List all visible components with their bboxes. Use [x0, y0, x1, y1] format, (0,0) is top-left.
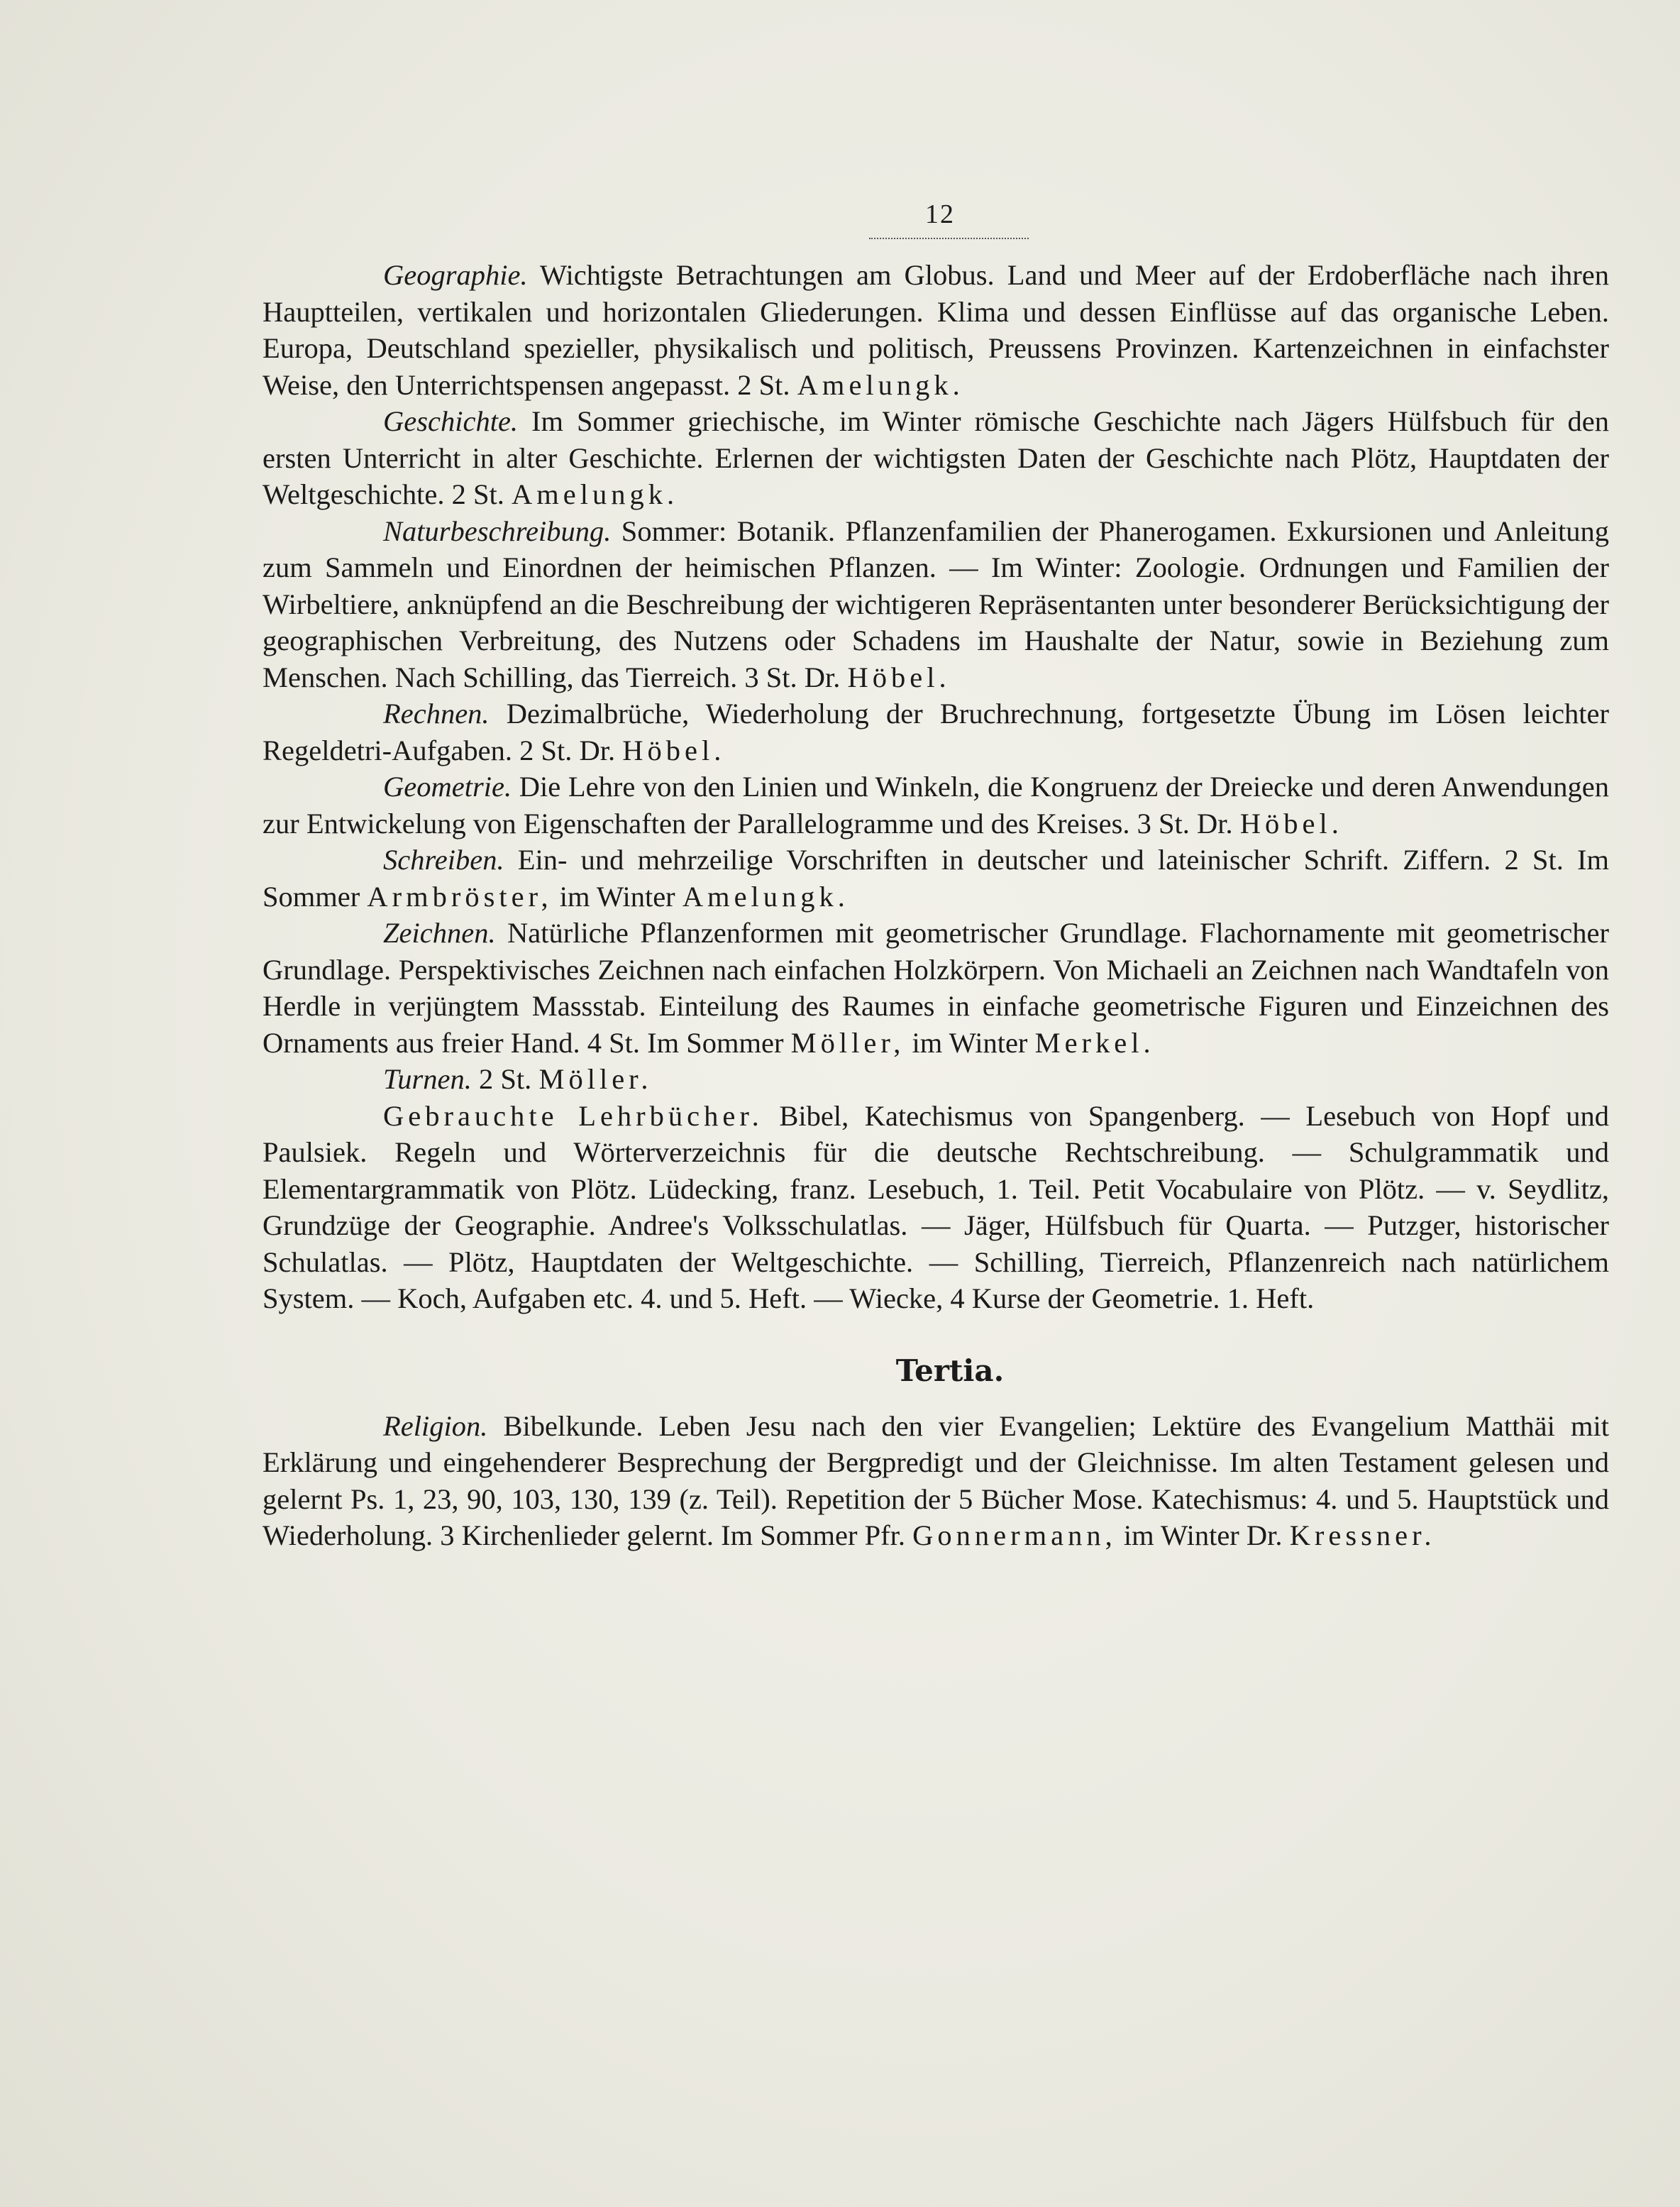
subject-text: im Winter [912, 1026, 1028, 1059]
subject-label: Naturbeschreibung. [383, 514, 612, 547]
teacher-name: Kressner. [1289, 1519, 1436, 1551]
teacher-name: Amelungk. [797, 368, 964, 401]
subject-label: Geographie. [383, 259, 528, 291]
subject-text: im Winter Dr. [1123, 1519, 1283, 1551]
teacher-name: Höbel. [847, 661, 951, 693]
section-schreiben [262, 842, 1609, 915]
teacher-name: Armbröster, [367, 880, 553, 913]
section-lehrbuecher [262, 1098, 1609, 1317]
subject-label: Rechnen. [383, 698, 490, 730]
subject-text: Natürliche Pflanzenformen mit geometrischer Grundlage. Flachornamente mit geometrischer Grundlage. Perspektivisches Zeichnen nach einfachen Holzkörpern. Von Michaeli an Zeichnen nach Wandtafeln von Herdle in verjüngtem Massstab. Einteilung des Raumes in einfache geometrische Figuren und Einzeichnen des Ornaments aus freier Hand. 4 St. Im Sommer [262, 917, 1610, 1059]
subject-label: Zeichnen. [383, 917, 496, 949]
section-geometrie [262, 769, 1609, 842]
teacher-name: Möller. [538, 1063, 653, 1095]
subject-label: Geometrie. [383, 771, 512, 803]
subject-text: im Winter [559, 880, 675, 913]
section-turnen [262, 1061, 1609, 1098]
textbooks-label: Gebrauchte Lehrbücher. [383, 1099, 763, 1132]
section-rechnen [262, 695, 1609, 769]
subject-text: Im Sommer griechische, im Winter römische Geschichte nach Jägers Hülfsbuch für den ersten Unterricht in alter Geschichte. Erlernen der wichtigsten Daten der Geschichte nach Plötz, Hauptdaten der Weltgeschichte. 2 St. [262, 405, 1610, 510]
subject-label: Schreiben. [383, 844, 504, 876]
teacher-name: Amelungk. [682, 880, 849, 913]
subject-text: Die Lehre von den Linien und Winkeln, die Kongruenz der Dreiecke und deren Anwendungen zur Entwickelung von Eigenschaften der Parallelogramme und des Kreises. 3 St. Dr. [262, 771, 1609, 840]
subject-text: Sommer: Botanik. Pflanzenfamilien der Phanerogamen. Exkursionen und Anleitung zum Sammeln und Einordnen der heimischen Pflanzen. — Im Winter: Zoologie. Ordnungen und Familien der Wirbeltiere, anknüpfend an die Beschreibung der wichtigeren Repräsentanten unter besonderer Berücksichtigung der geographischen Verbreitung, des Nutzens oder Schadens im Haushalte der Natur, sowie in Beziehung zum Menschen. Nach Schilling, das Tierreich. 3 St. Dr. [262, 514, 1610, 693]
subject-label: Religion. [383, 1409, 488, 1442]
section-geschichte [262, 403, 1609, 513]
subject-text: Bibelkunde. Leben Jesu nach den vier Evangelien; Lektüre des Evangelium Matthäi mit Erklärung und eingehenderer Besprechung der Bergpredigt und der Gleichnisse. Im alten Testament gelesen und gelernt Ps. 1, 23, 90, 103, 130, 139 (z. Teil). Repetition der 5 Bücher Mose. Katechismus: 4. und 5. Hauptstück und Wiederholung. 3 Kirchenlieder gelernt. Im Sommer Pfr. [262, 1409, 1609, 1551]
section-heading-tertia: Tertia. [895, 1353, 1005, 1388]
teacher-name: Gonnermann, [912, 1519, 1117, 1551]
page-number: 12 [925, 199, 955, 229]
header-rule [869, 238, 1029, 239]
teacher-name: Möller, [790, 1026, 905, 1059]
section-zeichnen [262, 915, 1609, 1061]
section-religion [262, 1408, 1609, 1554]
teacher-name: Höbel. [622, 734, 726, 766]
teacher-name: Merkel. [1034, 1026, 1155, 1059]
subject-text: Ein- und mehrzeilige Vorschriften in deutscher und lateinischer Schrift. Ziffern. 2 St. Im Sommer [262, 844, 1609, 913]
subject-text: 2 St. [479, 1063, 532, 1095]
teacher-name: Amelungk. [512, 478, 679, 510]
subject-text: Wichtigste Betrachtungen am Globus. Land und Meer auf der Erdoberfläche nach ihren Hauptteilen, vertikalen und horizontalen Gliederungen. Klima und dessen Einflüsse auf das organische Leben. Europa, Deutschland spezieller, physikalisch und politisch, Preussens Provinzen. Kartenzeichnen in einfachster Weise, den Unterrichtspensen angepasst. 2 St. [262, 259, 1609, 401]
textbooks-text: Bibel, Katechismus von Spangenberg. — Lesebuch von Hopf und Paulsiek. Regeln und Wörterverzeichnis für die deutsche Rechtschreibung. — Schulgrammatik und Elementargrammatik von Plötz. Lüdecking, franz. Lesebuch, 1. Teil. Petit Vocabulaire von Plötz. — v. Seydlitz, Grundzüge der Geographie. Andree's Volksschulatlas. — Jäger, Hülfsbuch für Quarta. — Putzger, historischer Schulatlas. — Plötz, Hauptdaten der Weltgeschichte. — Schilling, Tierreich, Pflanzenreich nach natürlichem System. — Koch, Aufgaben etc. 4. und 5. Heft. — Wiecke, 4 Kurse der Geometrie. 1. Heft. [262, 1099, 1609, 1314]
section-naturbeschreibung [262, 513, 1609, 696]
teacher-name: Höbel. [1239, 807, 1343, 840]
section-geographie [262, 257, 1609, 403]
subject-label: Turnen. [383, 1063, 472, 1095]
subject-label: Geschichte. [383, 405, 519, 437]
subject-text: Dezimalbrüche, Wiederholung der Bruchrechnung, fortgesetzte Übung im Lösen leichter Regeldetri-Aufgaben. 2 St. Dr. [262, 698, 1610, 766]
page-body [262, 257, 1609, 1554]
